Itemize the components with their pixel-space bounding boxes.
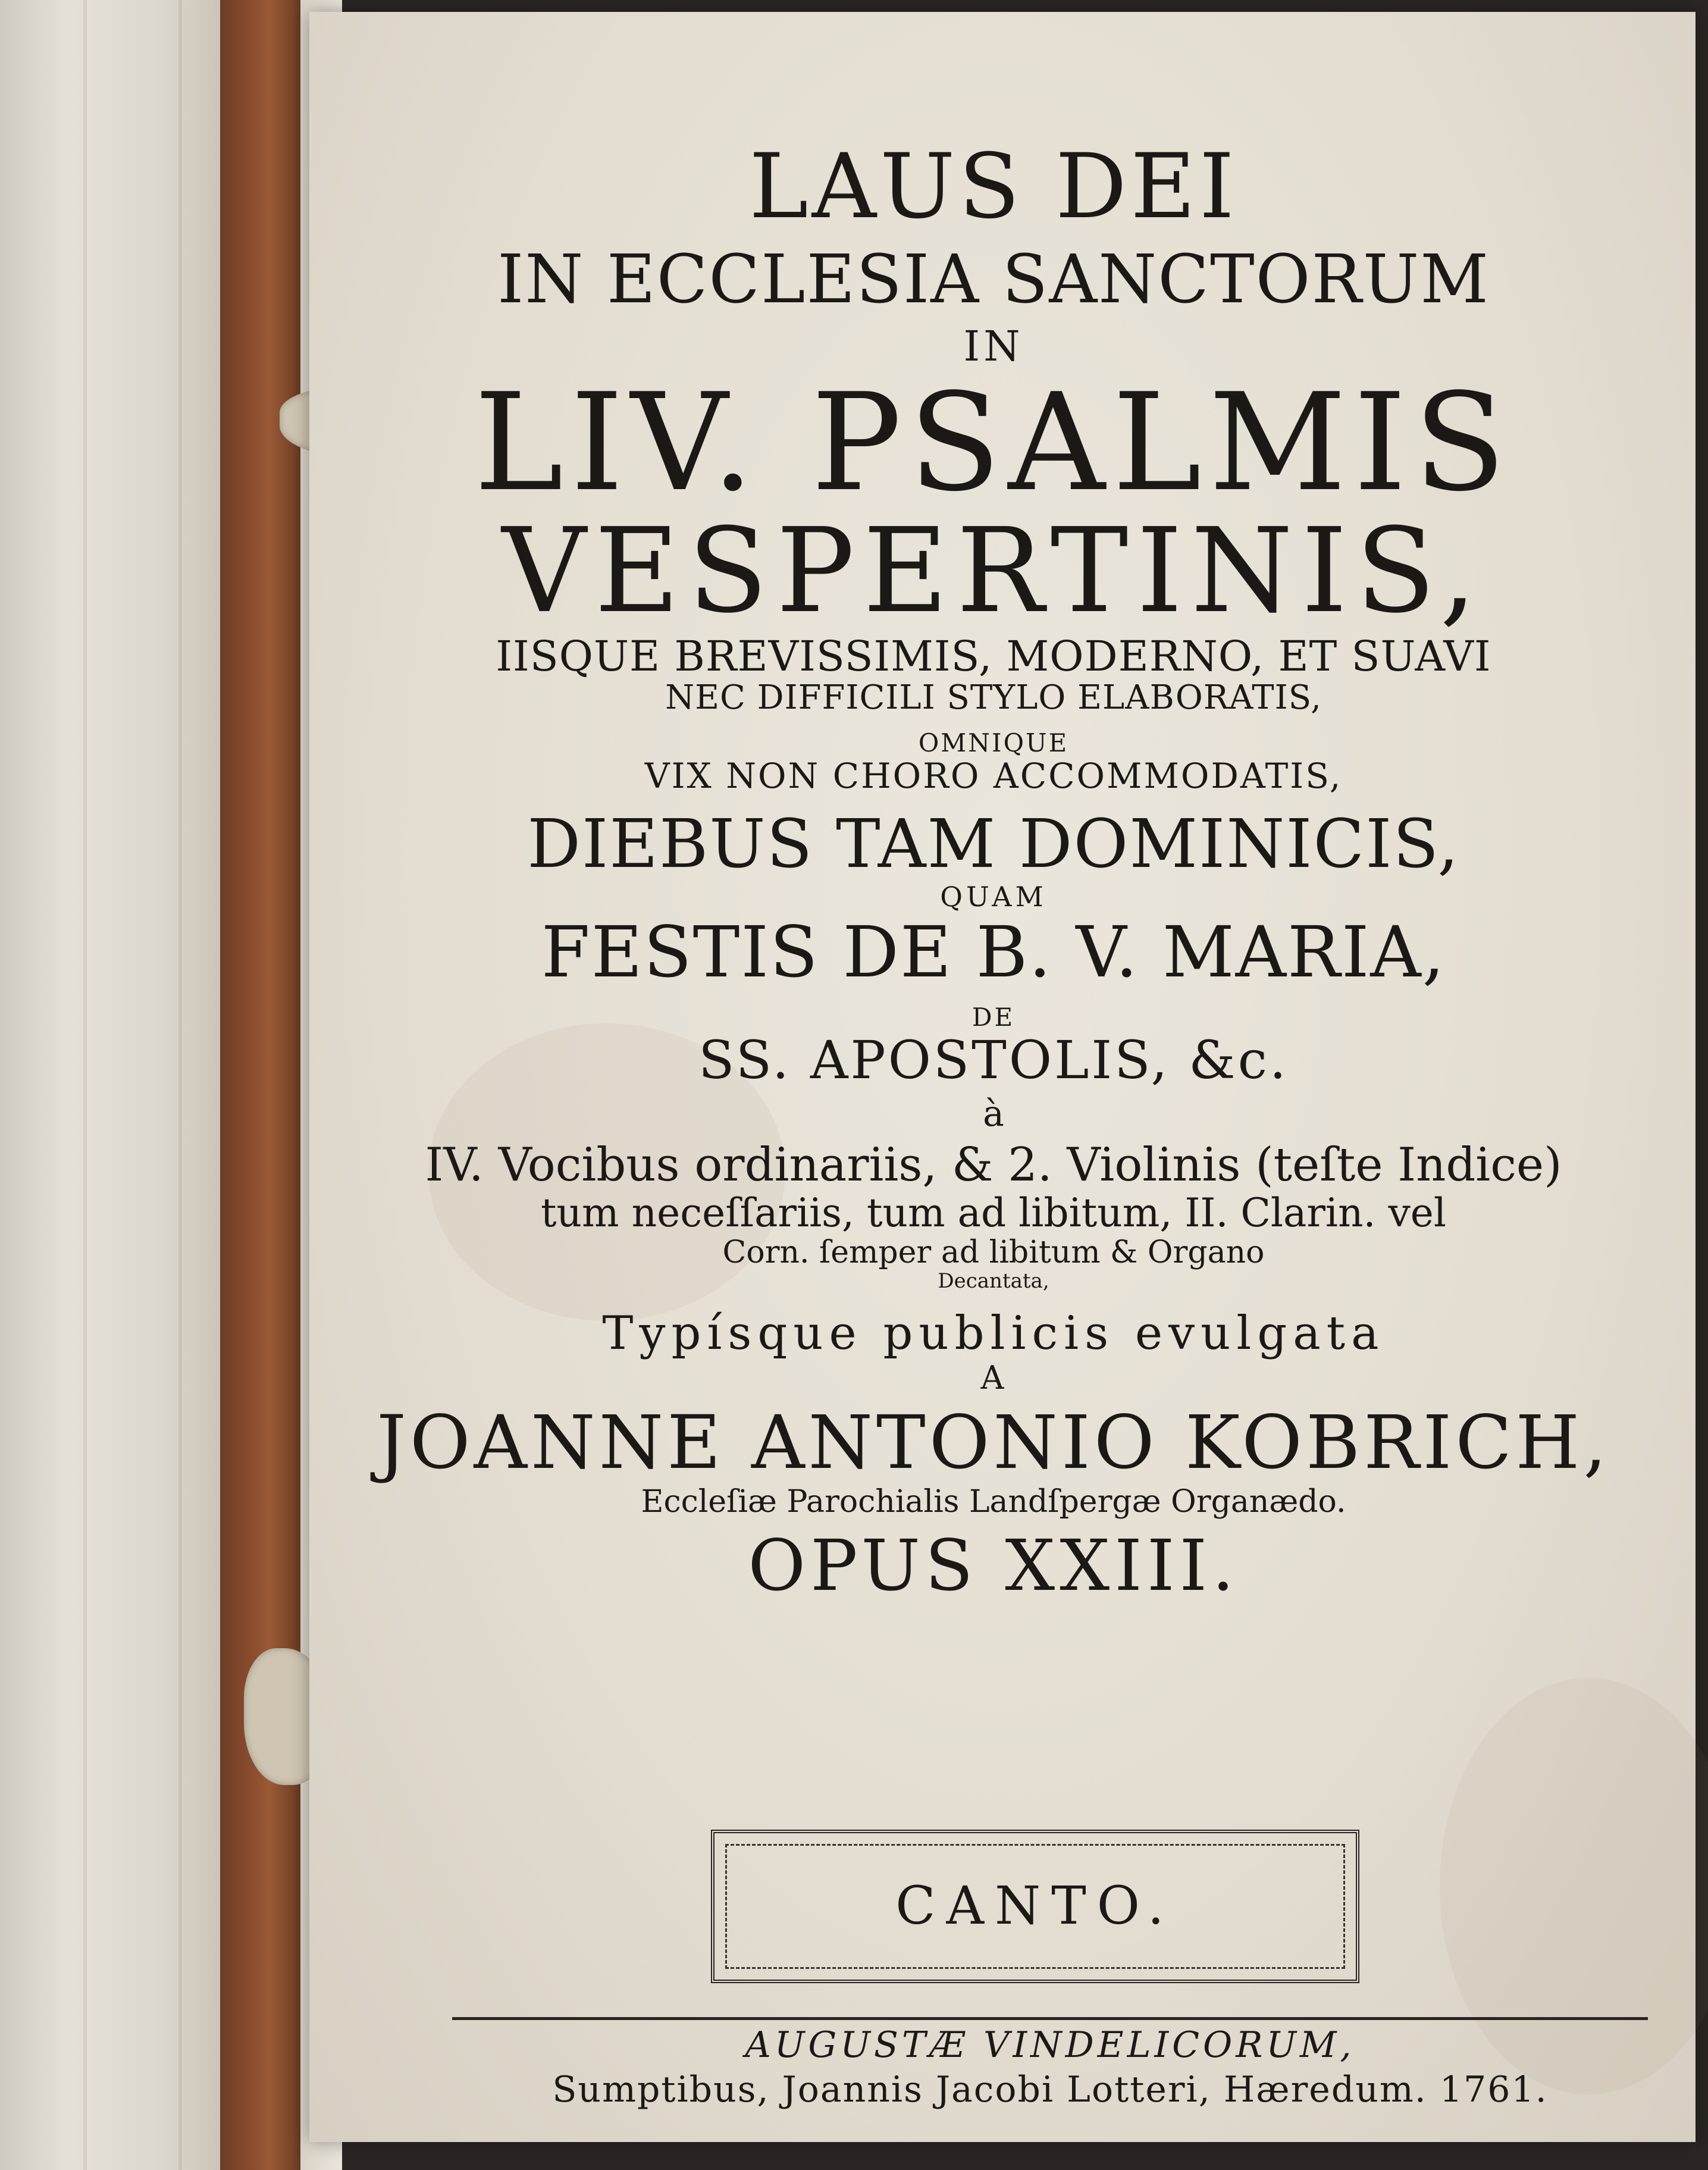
imprint-rule [452,2017,1648,2020]
line-tum: tum neceſſariis, tum ad libitum, II. Clarin. vel [541,1189,1446,1236]
composer-position: Eccleſiæ Parochialis Landſpergæ Organædo. [641,1483,1346,1520]
title-vespertinis: VESPERTINIS, [502,503,1486,639]
line-diebus: DIEBUS TAM DOMINICIS, [527,805,1460,883]
title-in: IN [963,322,1024,371]
line-ss-apostolis: SS. APOSTOLIS, &c. [698,1029,1289,1091]
line-a: A [980,1358,1007,1396]
subtitle-omnique: OMNIQUE [918,728,1069,757]
line-iv-vocibus: IV. Vocibus ordinariis, & 2. Violinis (teſte Indice) [425,1138,1562,1192]
opus-number: OPUS XXIII. [748,1524,1239,1607]
line-festis: FESTIS DE B. V. MARIA, [541,910,1446,993]
title-liv-psalmis: LIV. PSALMIS [474,364,1513,521]
subtitle-nec: NEC DIFFICILI STYLO ELABORATIS, [665,678,1322,718]
leaf-crease [83,0,87,2170]
line-typis: Typísque publicis evulgata [602,1307,1385,1361]
imprint [452,2023,1648,2112]
line-quam: QUAM [940,881,1047,913]
line-de: DE [971,1002,1016,1032]
book-spine [220,0,309,2170]
leaf-crease [178,0,182,2170]
left-blank-leaf [0,0,226,2170]
title-in-ecclesia: IN ECCLESIA SANCTORUM [497,241,1490,318]
line-decantata: Decantata, [938,1269,1049,1294]
composer-name: JOANNE ANTONIO KOBRICH, [377,1400,1610,1486]
title-laus-dei: LAUS DEI [749,135,1238,239]
subtitle-vix: VIX NON CHORO ACCOMMODATIS, [644,755,1343,796]
subtitle-iisque: IISQUE BREVISSIMIS, MODERNO, ET SUAVI [496,631,1491,681]
imprint-place: AUGUSTÆ VINDELICORUM, [745,2024,1355,2066]
title-text-block [333,137,1654,1605]
part-label-frame [711,1830,1359,1983]
part-label: CANTO. [895,1875,1175,1936]
line-corn: Corn. ſemper ad libitum & Organo [722,1234,1265,1270]
line-a-accent: à [983,1093,1004,1135]
imprint-publisher: Sumptibus, Joannis Jacobi Lotteri, Hæredum. 1761. [552,2069,1548,2110]
